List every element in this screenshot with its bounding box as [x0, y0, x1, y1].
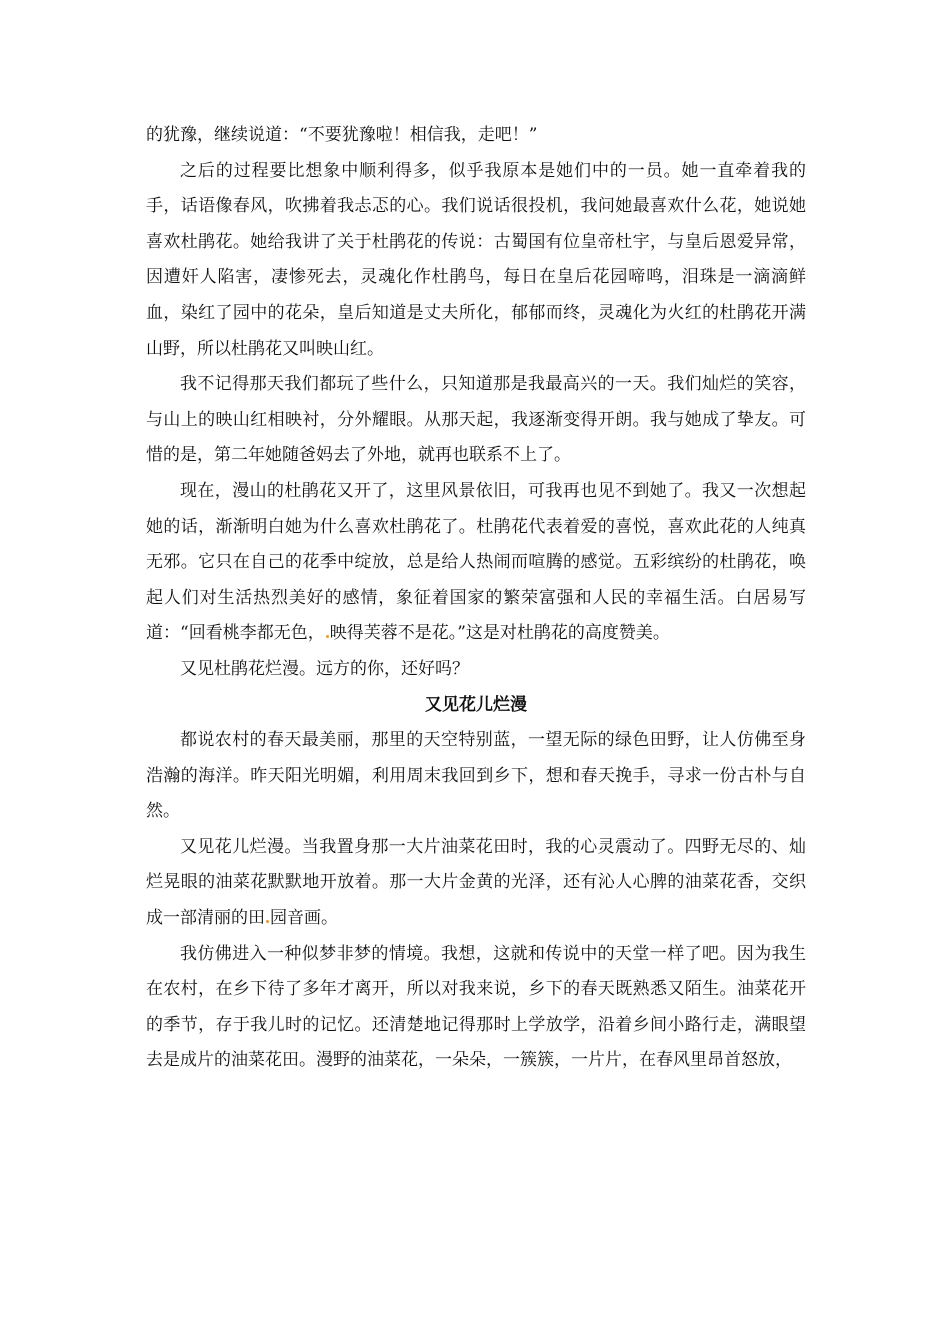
paragraph-azalea-meaning-text: 现在，漫山的杜鹃花又开了，这里风景依旧，可我再也见不到她了。我又一次想起她的话，渐渐明白她为什么喜欢杜鹃花了。杜鹃花代表着爱的喜悦，喜欢此花的人纯真无邪。它只在自己的花季中绽放，总是给人热闹而喧腾的感觉。五彩缤纷的杜鹃花，唤起人们对生活热烈美好的感情，象征着国家的繁荣富强和人民的幸福生活。白居易写道：	[146, 480, 806, 644]
paragraph-closing: 又见杜鹃花烂漫。远方的你，还好吗？	[180, 658, 469, 679]
paragraph-azalea-meaning	[146, 474, 806, 652]
ink-dot-mark	[326, 635, 329, 638]
section-heading: 又见花儿烂漫	[425, 694, 527, 715]
paragraph-countryside-spring: 都说农村的春天最美丽，那里的天空特别蓝，一望无际的绿色田野，让人仿佛至身浩瀚的海洋。昨天阳光明媚，利用周末我回到乡下，想和春天挽手，寻求一份古朴与自然。	[146, 730, 806, 822]
document-body	[146, 118, 806, 1079]
paragraph-continuation: 的犹豫，继续说道：“不要犹豫啦！相信我，走吧！”	[146, 125, 538, 145]
poem-quote-line-1: “回看桃李都无色，	[180, 623, 325, 644]
paragraph-azalea-legend: 之后的过程要比想象中顺利得多，似乎我原本是她们中的一员。她一直牵着我的手，话语像春风，吹拂着我忐忑的心。我们说话很投机，我问她最喜欢什么花，她说她喜欢杜鹃花。她给我讲了关于杜鹃花的传说：古蜀国有位皇帝杜宇，与皇后恩爱异常，因遭奸人陷害，凄惨死去，灵魂化作杜鹃鸟，每日在皇后花园啼鸣，泪珠是一滴滴鲜血，染红了园中的花朵，皇后知道是丈夫所化，郁郁而终，灵魂化为火红的杜鹃花开满山野，所以杜鹃花又叫映山红。	[146, 160, 806, 359]
paragraph-rapeseed-field-text: 又见花儿烂漫。当我置身那一大片油菜花田时，我的心灵震动了。四野无尽的、灿烂晃眼的油菜花默默地开放着。那一大片金黄的光泽，还有沁人心脾的油菜花香，交织成一部清丽的田	[146, 836, 806, 929]
paragraph-rapeseed-field	[146, 830, 806, 937]
paragraph-rapeseed-field-end: 园音画。	[270, 908, 338, 929]
ink-dot-mark	[266, 920, 269, 923]
poem-quote-line-2: 映得芙蓉不是花。”这是对杜鹃花的高度赞美。	[329, 623, 670, 644]
paragraph-happiest-day: 我不记得那天我们都玩了些什么，只知道那是我最高兴的一天。我们灿烂的笑容，与山上的映山红相映衬，分外耀眼。从那天起，我逐渐变得开朗。我与她成了挚友。可惜的是，第二年她随爸妈去了外地，就再也联系不上了。	[146, 374, 806, 466]
paragraph-dreamlike-memory: 我仿佛进入一种似梦非梦的情境。我想，这就和传说中的天堂一样了吧。因为我生在农村，在乡下待了多年才离开，所以对我来说，乡下的春天既熟悉又陌生。油菜花开的季节，存于我儿时的记忆。还清楚地记得那时上学放学，沿着乡间小路行走，满眼望去是成片的油菜花田。漫野的油菜花，一朵朵，一簇簇，一片片，在春风里昂首怒放，	[146, 943, 806, 1071]
